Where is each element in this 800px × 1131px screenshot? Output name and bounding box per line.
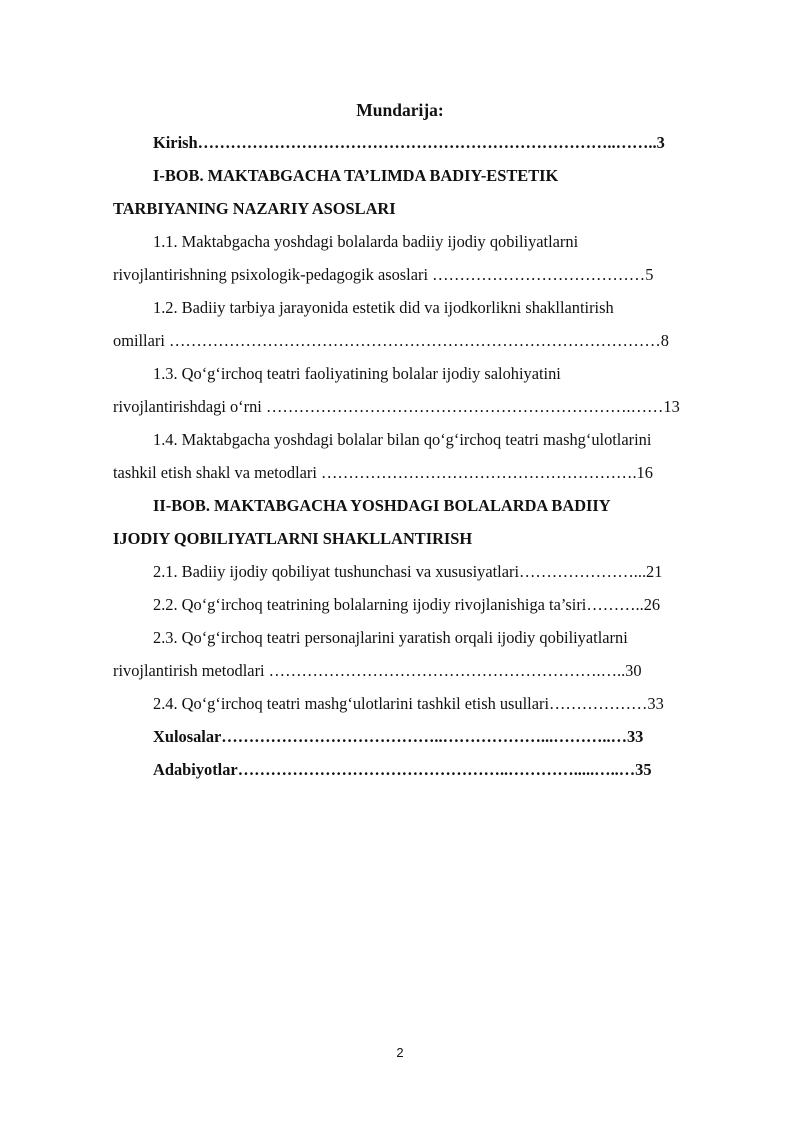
- toc-chapter-1-line-1: I-BOB. MAKTABGACHA TA’LIMDA BADIY-ESTETIK: [153, 166, 559, 185]
- toc-item-xulosalar: Xulosalar…………………………………..………………...………..…33: [153, 727, 644, 746]
- toc-section-1-1-line-2: rivojlantirishning psixologik-pedagogik asoslari …………………………………5: [113, 265, 654, 284]
- toc-section-1-4-line-1: 1.4. Maktabgacha yoshdagi bolalar bilan qo‘g‘irchoq teatri mashg‘ulotlarini: [153, 430, 652, 449]
- toc-section-2-2: 2.2. Qo‘g‘irchoq teatrining bolalarning ijodiy rivojlanishiga ta’siri………..26: [153, 595, 661, 614]
- toc-chapter-1-line-2: TARBIYANING NAZARIY ASOSLARI: [113, 199, 396, 218]
- toc-section-2-3-line-2: rivojlantirish metodlari …………………………………………………….…..30: [113, 661, 642, 680]
- page-title: Mundarija:: [356, 100, 444, 120]
- toc-item-kirish: Kirish…………………………………………………………………..……..3: [153, 133, 665, 152]
- toc-section-2-4: 2.4. Qo‘g‘irchoq teatri mashg‘ulotlarini tashkil etish usullari………………33: [153, 694, 664, 713]
- toc-section-1-3-line-2: rivojlantirishdagi o‘rni ………………………………………………………….……13: [113, 397, 680, 416]
- toc-chapter-2-line-1: II-BOB. MAKTABGACHA YOSHDAGI BOLALARDA BADIIY: [153, 496, 611, 515]
- toc-section-1-4-line-2: tashkil etish shakl va metodlari ………………………………………………….16: [113, 463, 653, 482]
- toc-section-2-1: 2.1. Badiiy ijodiy qobiliyat tushunchasi va xususiyatlari…………………...21: [153, 562, 663, 581]
- toc-chapter-2-line-2: IJODIY QOBILIYATLARNI SHAKLLANTIRISH: [113, 529, 473, 548]
- toc-section-2-3-line-1: 2.3. Qo‘g‘irchoq teatri personajlarini yaratish orqali ijodiy qobiliyatlarni: [153, 628, 628, 647]
- toc-section-1-2-line-1: 1.2. Badiiy tarbiya jarayonida estetik did va ijodkorlikni shakllantirish: [153, 298, 614, 317]
- page-number: 2: [396, 1045, 404, 1060]
- toc-item-adabiyotlar: Adabiyotlar…………………………………………..………….....…..…35: [153, 760, 652, 779]
- toc-section-1-2-line-2: omillari ………………………………………………………………………………8: [113, 331, 669, 350]
- toc-section-1-3-line-1: 1.3. Qo‘g‘irchoq teatri faoliyatining bolalar ijodiy salohiyatini: [153, 364, 561, 383]
- toc-section-1-1-line-1: 1.1. Maktabgacha yoshdagi bolalarda badiiy ijodiy qobiliyatlarni: [153, 232, 579, 251]
